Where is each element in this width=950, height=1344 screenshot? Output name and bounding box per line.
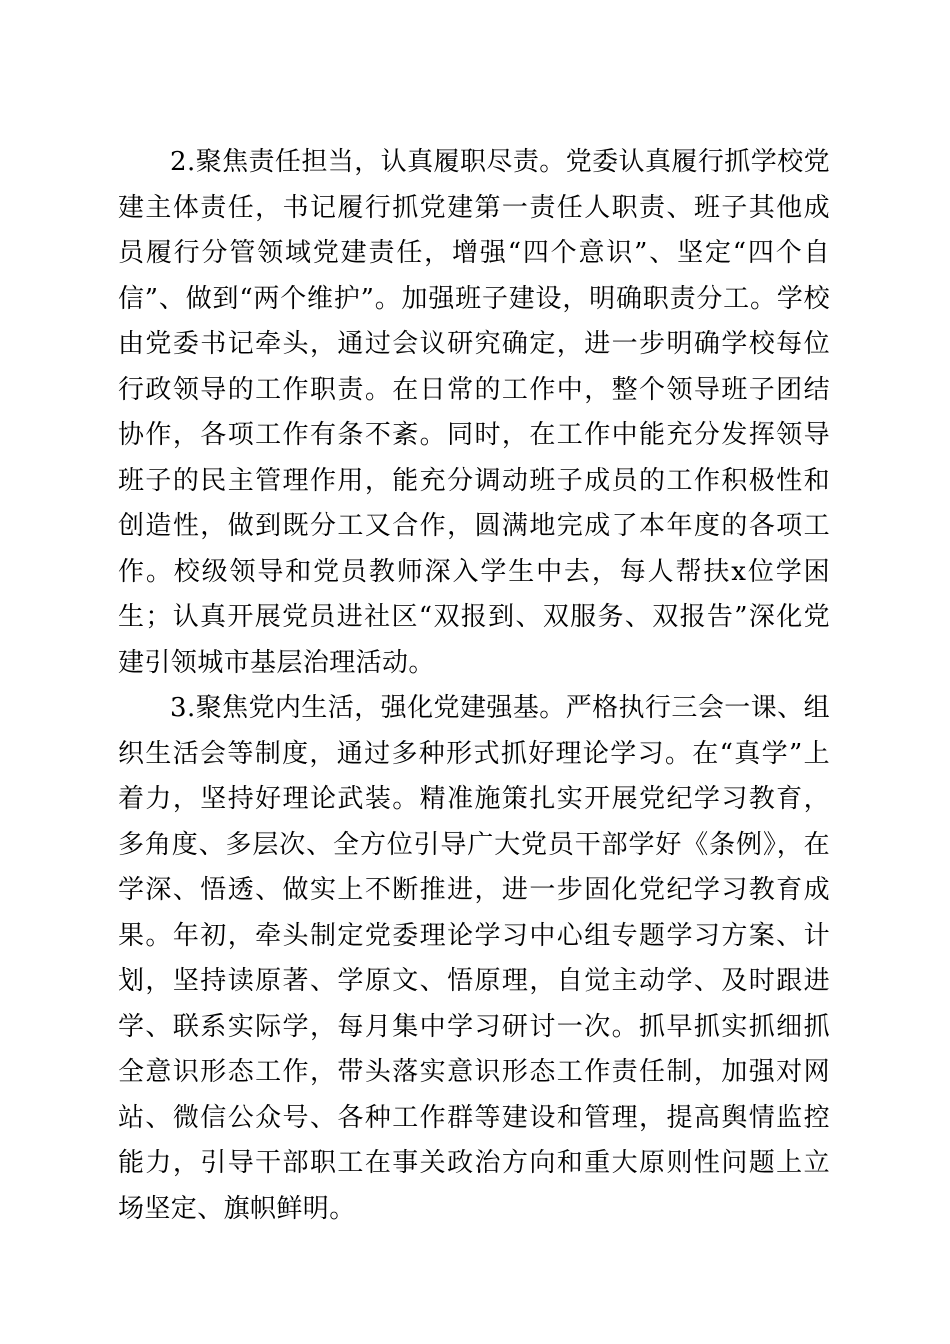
paragraph-responsibility: 2.聚焦责任担当，认真履职尽责。党委认真履行抓学校党建主体责任，书记履行抓党建第一责任人职责、班子其他成员履行分管领域党建责任，增强“四个意识”、坚定“四个自信”、做到“两个维护”。加强班子建设，明确职责分工。学校由党委书记牵头，通过会议研究确定，进一步明确学校每位行政领导的工作职责。在日常的工作中，整个领导班子团结协作，各项工作有条不紊。同时，在工作中能充分发挥领导班子的民主管理作用，能充分调动班子成员的工作积极性和创造性，做到既分工又合作，圆满地完成了本年度的各项工作。校级领导和党员教师深入学生中去，每人帮扶x位学困生；认真开展党员进社区“双报到、双服务、双报告”深化党建引领城市基层治理活动。 [118,147,830,678]
paragraph-party-life: 3.聚焦党内生活，强化党建强基。严格执行三会一课、组织生活会等制度，通过多种形式抓好理论学习。在“真学”上着力，坚持好理论武装。精准施策扎实开展党纪学习教育，多角度、多层次、全方位引导广大党员干部学好《条例》，在学深、悟透、做实上不断推进，进一步固化党纪学习教育成果。年初，牵头制定党委理论学习中心组专题学习方案、计划，坚持读原著、学原文、悟原理，自觉主动学、及时跟进学、联系实际学，每月集中学习研讨一次。抓早抓实抓细抓全意识形态工作，带头落实意识形态工作责任制，加强对网站、微信公众号、各种工作群等建设和管理，提高舆情监控能力，引导干部职工在事关政治方向和重大原则性问题上立场坚定、旗帜鲜明。 [118,693,830,1224]
document-body [118,140,830,1232]
